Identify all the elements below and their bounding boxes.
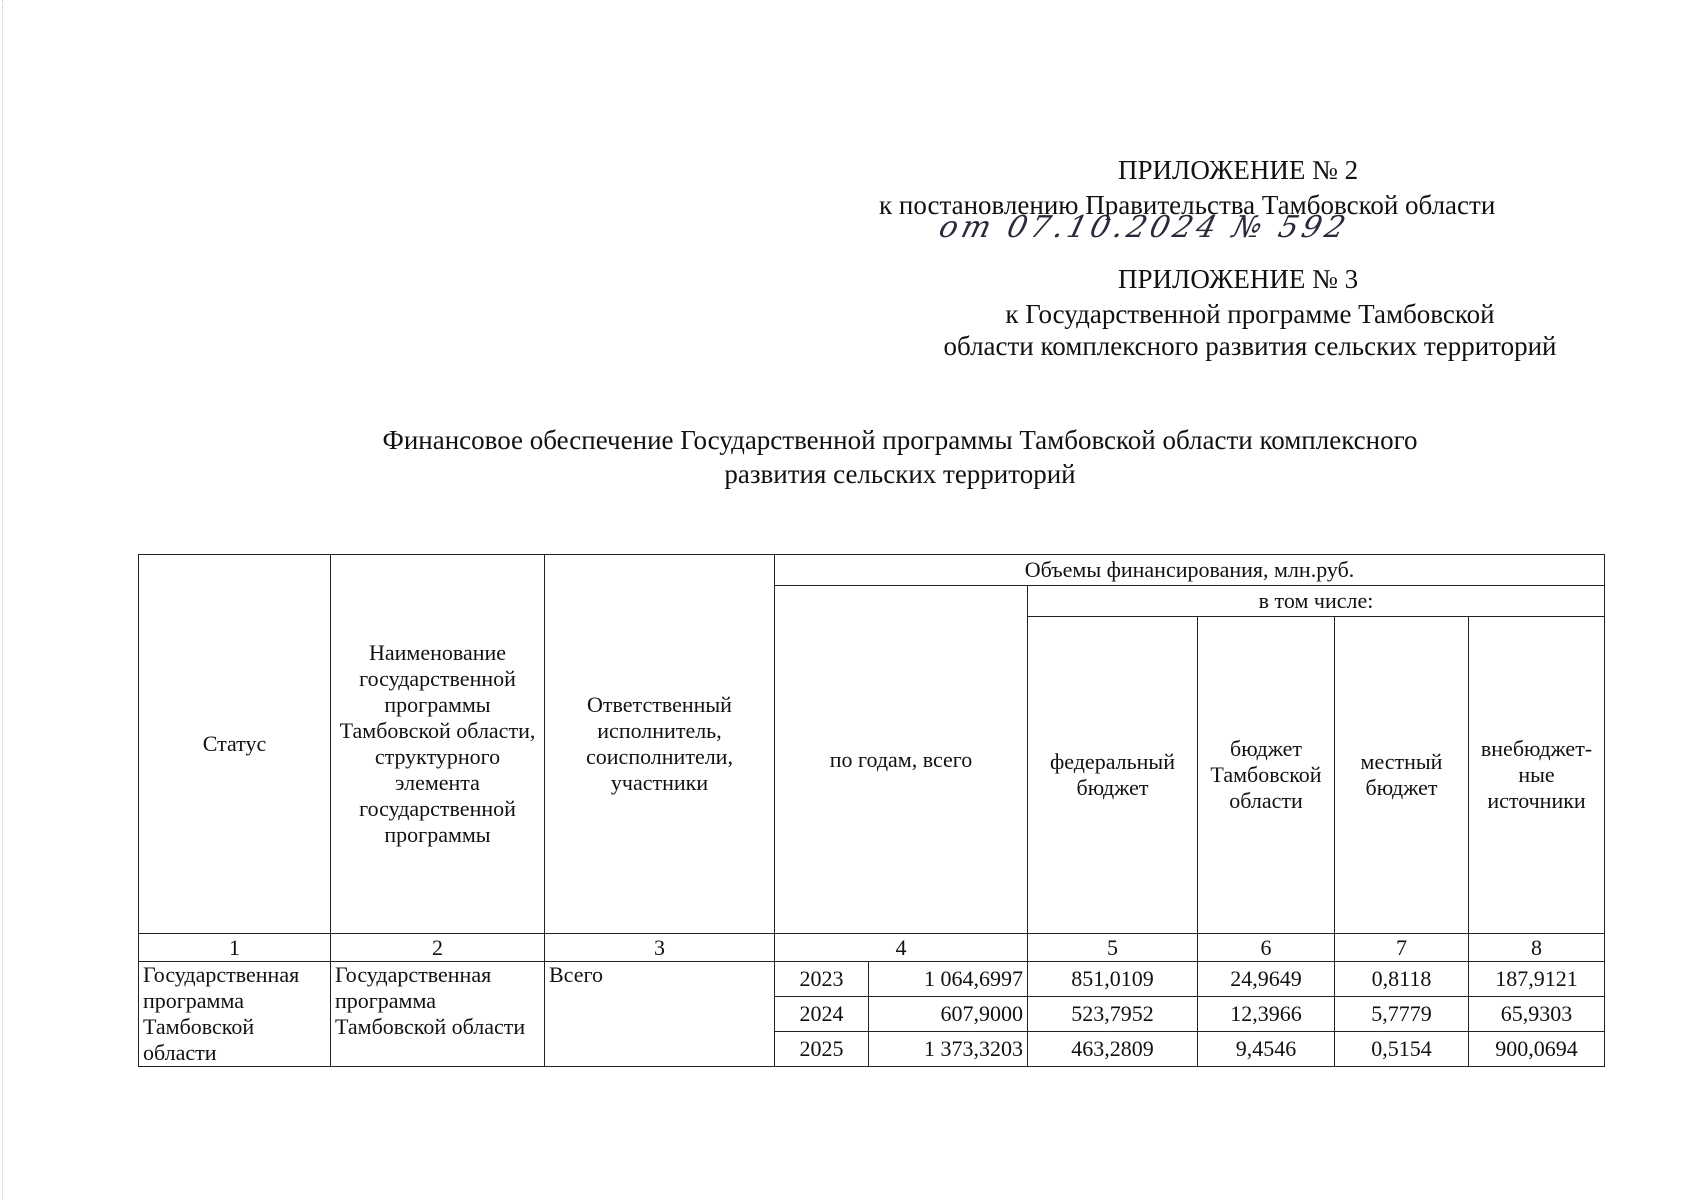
header-program-name: Наименование государственной программы Тамбовской области, структурного элемента государственной программы (331, 555, 545, 934)
appendix-3-title: ПРИЛОЖЕНИЕ № 3 (1118, 264, 1359, 294)
column-number: 2 (331, 934, 545, 962)
header-regional-budget: бюджет Тамбовской области (1198, 617, 1335, 934)
header-funding-volume: Объемы финансирования, млн.руб. (775, 555, 1605, 586)
column-number: 5 (1028, 934, 1198, 962)
row-year: 2024 (775, 997, 869, 1032)
document-title-line-1: Финансовое обеспечение Государственной программы Тамбовской области комплексного (382, 425, 1418, 455)
document-title (360, 423, 1440, 491)
program-status: Государственная программа Тамбовской области (139, 962, 331, 1067)
row-regional: 12,3966 (1198, 997, 1335, 1032)
row-total: 1 064,6997 (869, 962, 1028, 997)
header-executor: Ответственный исполнитель, соисполнители, участники (545, 555, 775, 934)
scan-edge-line (2, 0, 4, 1200)
row-extra: 900,0694 (1469, 1032, 1605, 1067)
document-title-line-2: развития сельских территорий (724, 459, 1076, 489)
appendix-3-line-1: к Государственной программе Тамбовской (1005, 299, 1495, 329)
row-regional: 24,9649 (1198, 962, 1335, 997)
column-number: 8 (1469, 934, 1605, 962)
row-year: 2023 (775, 962, 869, 997)
appendix-2-subtitle: к постановлению Правительства Тамбовской области (879, 190, 1496, 220)
row-local: 0,8118 (1335, 962, 1469, 997)
header-including: в том числе: (1028, 586, 1605, 617)
header-by-years-total: по годам, всего (775, 586, 1028, 934)
header-local-budget: местный бюджет (1335, 617, 1469, 934)
header-federal-budget: федеральный бюджет (1028, 617, 1198, 934)
program-executor: Всего (545, 962, 775, 1067)
column-number: 6 (1198, 934, 1335, 962)
row-federal: 851,0109 (1028, 962, 1198, 997)
row-federal: 463,2809 (1028, 1032, 1198, 1067)
row-extra: 65,9303 (1469, 997, 1605, 1032)
row-year: 2025 (775, 1032, 869, 1067)
row-local: 5,7779 (1335, 997, 1469, 1032)
appendix-3-line-2: области комплексного развития сельских территорий (943, 331, 1557, 361)
row-federal: 523,7952 (1028, 997, 1198, 1032)
row-total: 607,9000 (869, 997, 1028, 1032)
header-status: Статус (139, 555, 331, 934)
header-extrabudgetary: внебюджет-ные источники (1469, 617, 1605, 934)
table-row (139, 962, 1605, 997)
row-extra: 187,9121 (1469, 962, 1605, 997)
column-number: 1 (139, 934, 331, 962)
handwritten-date-number: от 07.10.2024 № 592 (935, 210, 1353, 245)
column-number: 7 (1335, 934, 1469, 962)
appendix-2-title: ПРИЛОЖЕНИЕ № 2 (1118, 155, 1359, 185)
financing-table (138, 554, 1605, 1067)
row-regional: 9,4546 (1198, 1032, 1335, 1067)
row-local: 0,5154 (1335, 1032, 1469, 1067)
program-name: Государственная программа Тамбовской области (331, 962, 545, 1067)
column-number: 4 (775, 934, 1028, 962)
row-total: 1 373,3203 (869, 1032, 1028, 1067)
column-number: 3 (545, 934, 775, 962)
